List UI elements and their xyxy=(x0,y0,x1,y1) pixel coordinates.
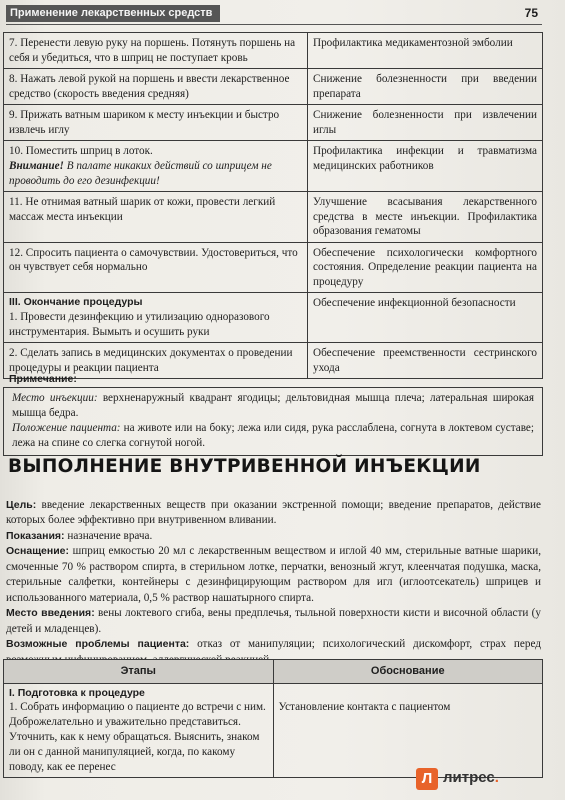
note-box xyxy=(3,387,543,456)
step-cell xyxy=(4,141,308,192)
step-cell: 11. Не отнимая ватный шарик от кожи, провести легкий массаж места инъекции xyxy=(4,192,308,243)
step-cell: 12. Спросить пациента о самочувствии. Удостовериться, что он чувствует себя нормально xyxy=(4,242,308,293)
table-row xyxy=(4,141,543,192)
note-block xyxy=(3,371,543,456)
reason-text: Установление контакта с пациентом xyxy=(278,700,451,713)
litres-logo-icon xyxy=(416,768,438,790)
step-text: 1. Собрать информацию о пациенте до встречи с ним. Доброжелательно и уважительно представиться. Уточнить, как к нему обращаться. Выяснить, знаком ли он с данной манипуляцией, когда, по какому поводу, как ее перенес xyxy=(9,701,266,773)
step-cell xyxy=(4,293,308,343)
procedure-info xyxy=(6,498,541,668)
running-head xyxy=(6,4,542,25)
note-site-text: верхненаружный квадрант ягодицы; дельтовидная мышца плеча; латеральная широкая мышца бедра. xyxy=(12,392,534,420)
reason-cell xyxy=(273,683,543,778)
table-row xyxy=(4,69,543,105)
table-row xyxy=(4,33,543,69)
page-number: 75 xyxy=(524,6,538,20)
indications-text: назначение врача. xyxy=(67,529,153,542)
step-text: 1. Провести дезинфекцию и утилизацию одноразового инструментария. Вымыть и осушить руки xyxy=(9,311,270,338)
step-text: 10. Поместить шприц в лоток. xyxy=(9,145,153,158)
warning-text: В палате никаких действий со шприцем не проводить до его дезинфекции! xyxy=(9,159,272,187)
warning-note xyxy=(9,159,302,188)
step-cell: 7. Перенести левую руку на поршень. Потянуть поршень на себя и убедиться, что в шприц не поступает кровь xyxy=(4,33,308,69)
running-title: Применение лекарственных средств xyxy=(6,5,220,22)
info-indications xyxy=(6,529,541,544)
step-cell: 9. Прижать ватным шариком к месту инъекции и быстро извлечь иглу xyxy=(4,105,308,141)
reason-cell: Обеспечение преемственности сестринского ухода xyxy=(308,343,543,379)
table-row xyxy=(4,242,543,293)
section-title: ВЫПОЛНЕНИЕ ВНУТРИВЕННОЙ ИНЪЕКЦИИ xyxy=(8,456,481,477)
problems-text: отказ от манипуляции; психологический дискомфорт, страх перед xyxy=(197,638,541,651)
reason-cell: Снижение болезненности при введении препарата xyxy=(308,69,543,105)
column-header-reason: Обоснование xyxy=(273,660,543,684)
table-row xyxy=(4,293,543,343)
step-cell: 8. Нажать левой рукой на поршень и ввести лекарственное средство (скорость введения средняя) xyxy=(4,69,308,105)
note-position-label: Положение пациента: xyxy=(12,422,121,435)
stage-heading: I. Подготовка к процедуре xyxy=(9,686,145,699)
stage-heading: III. Окончание процедуры xyxy=(9,296,143,309)
column-header-steps: Этапы xyxy=(4,660,274,684)
reason-cell: Улучшение всасывания лекарственного средства в месте инъекции. Профилактика образования гематомы xyxy=(308,192,543,243)
logo-letter: Л xyxy=(421,770,433,787)
goal-text: введение лекарственных веществ при оказании экстренной помощи; введение препаратов, действие которых более эффективно при внутривенном вливании. xyxy=(6,499,541,527)
logo-text-dot: . xyxy=(494,769,499,786)
procedure-table-continued xyxy=(3,32,543,379)
info-goal xyxy=(6,498,541,529)
step-cell: 2. Сделать запись в медицинских документах о проведении процедуры и реакции пациента xyxy=(4,343,308,379)
warning-label: Внимание! xyxy=(9,159,64,172)
note-position-text: на животе или на боку; лежа или сидя, рука расслаблена, согнута в локтевом суставе; лежа на спине со слегка согнутой ногой. xyxy=(12,422,535,450)
info-equipment xyxy=(6,544,541,606)
note-site-label: Место инъекции: xyxy=(12,392,98,404)
info-site xyxy=(6,606,541,637)
reason-cell: Профилактика инфекции и травматизма медицинских работников xyxy=(308,141,543,192)
reason-cell: Обеспечение психологически комфортного состояния. Определение реакции пациента на процедуру xyxy=(308,242,543,293)
equipment-label: Оснащение: xyxy=(6,545,70,558)
problems-label: Возможные проблемы пациента: xyxy=(6,638,190,651)
site-text: вены локтевого сгиба, вены предплечья, тыльной поверхности кисти и височной области (у детей и младенцев). xyxy=(6,607,541,635)
table-row xyxy=(4,105,543,141)
goal-label: Цель: xyxy=(6,499,37,511)
indications-label: Показания: xyxy=(6,529,65,542)
reason-cell: Обеспечение инфекционной безопасности xyxy=(308,293,543,343)
note-label: Примечание: xyxy=(9,373,77,385)
table-row xyxy=(4,192,543,243)
site-label: Место введения: xyxy=(6,607,95,620)
litres-logo-text xyxy=(443,769,499,786)
equipment-text: шприц емкостью 20 мл с лекарственным веществом и иглой 40 мм, стерильные ватные шарики, смоченные 70 % раствором спирта, в стерильном лотке, перчатки, венозный жгут, клеенчатая подушка, маска, стерильные салфетки, контейнеры с дезинфицирующим раствором для игл (иглоотсекатель) шприцев и использованного материала, 0,5 % раствор нашатырного спирта. xyxy=(6,545,541,604)
note-injection-site xyxy=(12,391,534,421)
table-header-row xyxy=(4,660,543,684)
reason-cell: Снижение болезненности при извлечении иглы xyxy=(308,105,543,141)
note-patient-position xyxy=(12,421,534,451)
step-cell xyxy=(4,683,274,778)
reason-cell: Профилактика медикаментозной эмболии xyxy=(308,33,543,69)
table-row xyxy=(4,683,543,778)
procedure-table xyxy=(3,659,543,778)
logo-text-main: литрес xyxy=(443,769,495,786)
